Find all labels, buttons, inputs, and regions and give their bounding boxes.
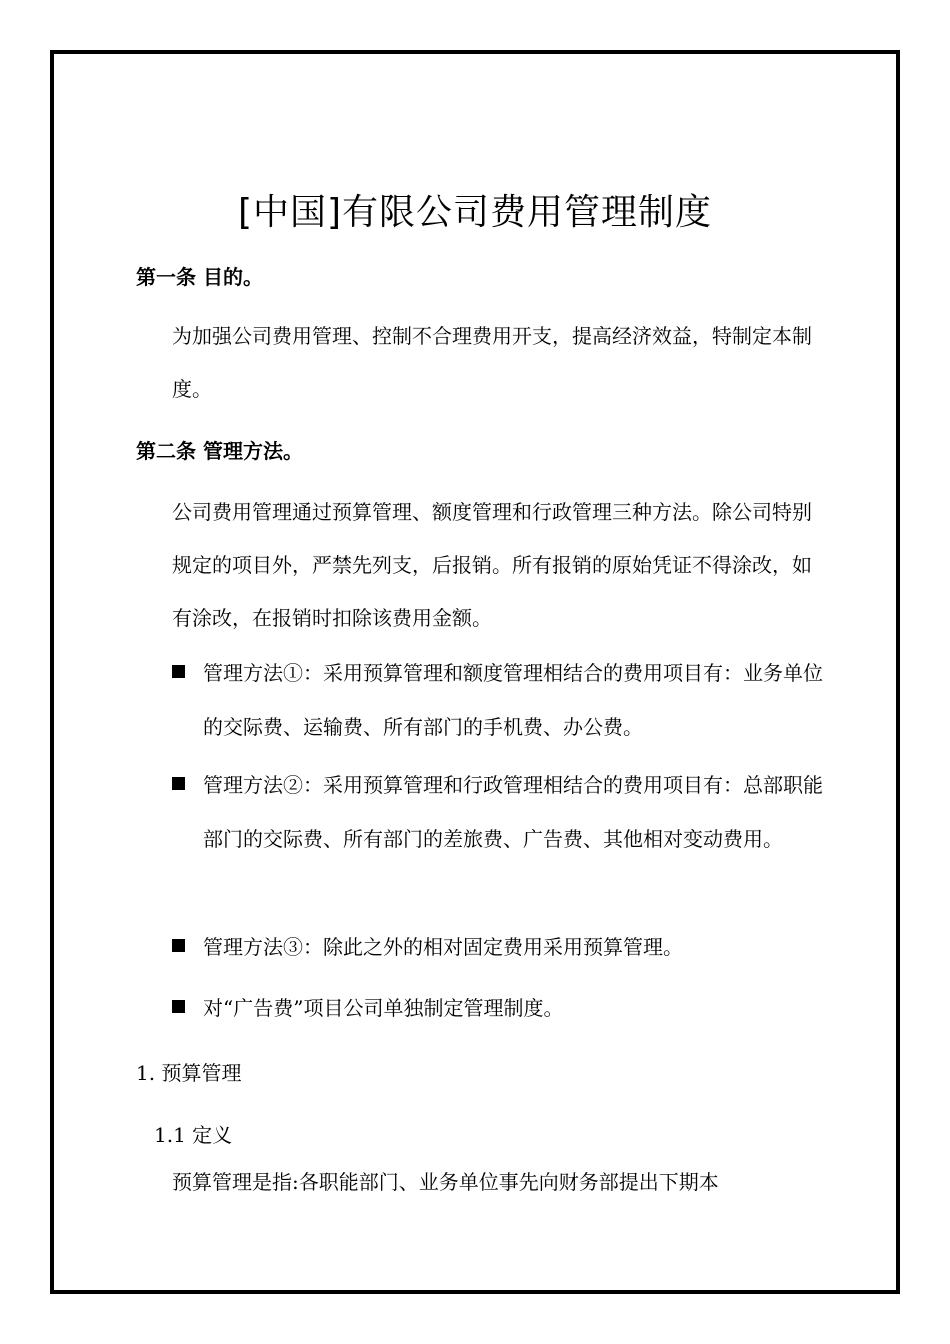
- article-1-paragraph: 为加强公司费用管理、控制不合理费用开支，提高经济效益，特制定本制度。: [172, 324, 812, 401]
- list-item-text: 管理方法③：除此之外的相对固定费用采用预算管理。: [203, 935, 683, 959]
- document-title: [中国]有限公司费用管理制度: [237, 192, 713, 233]
- list-item-text: 管理方法②：采用预算管理和行政管理相结合的费用项目有：总部职能部门的交际费、所有部门的差旅费、广告费、其他相对变动费用。: [203, 773, 823, 851]
- article-1-heading: 第一条 目的。: [136, 265, 263, 289]
- list-item-text: 对“广告费”项目公司单独制定管理制度。: [203, 996, 564, 1020]
- square-bullet-icon: [172, 777, 185, 790]
- section-1-1-heading: [154, 1120, 232, 1150]
- square-bullet-icon: [172, 1000, 185, 1013]
- square-bullet-icon: [172, 665, 185, 678]
- section-1-1-paragraph: 预算管理是指:各职能部门、业务单位事先向财务部提出下期本: [172, 1170, 719, 1194]
- section-number: 1.: [136, 1061, 156, 1085]
- section-title: 预算管理: [161, 1061, 242, 1085]
- section-number: 1.1: [154, 1123, 186, 1147]
- article-2-paragraph: 公司费用管理通过预算管理、额度管理和行政管理三种方法。除公司特别规定的项目外，严禁先列支，后报销。所有报销的原始凭证不得涂改，如有涂改，在报销时扣除该费用金额。: [172, 500, 812, 630]
- section-title: 定义: [192, 1123, 233, 1147]
- section-1-heading: [136, 1058, 241, 1088]
- list-item-text: 管理方法①：采用预算管理和额度管理相结合的费用项目有：业务单位的交际费、运输费、所有部门的手机费、办公费。: [203, 661, 823, 739]
- square-bullet-icon: [172, 939, 185, 952]
- article-2-heading: 第二条 管理方法。: [136, 439, 303, 463]
